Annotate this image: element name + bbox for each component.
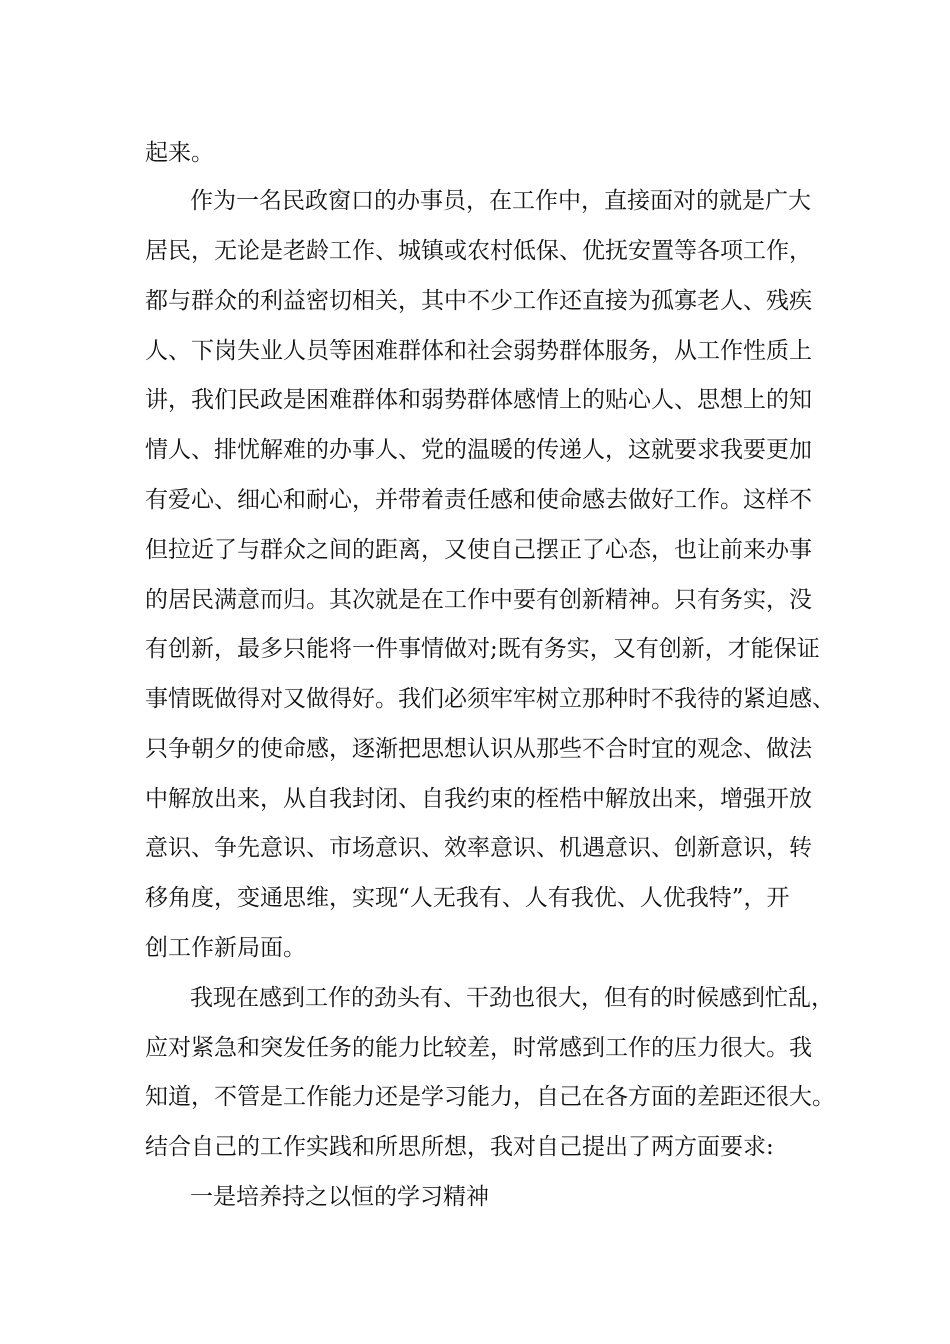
text-line: 都与群众的利益密切相关，其中不少工作还直接为孤寡老人、残疾 xyxy=(145,288,812,314)
text-line: 的居民满意而归。其次就是在工作中要有创新精神。只有务实，没 xyxy=(145,587,812,613)
paragraph-first-line: 作为一名民政窗口的办事员，在工作中，直接面对的就是广大 xyxy=(190,188,811,214)
text-line: 意识、争先意识、市场意识、效率意识、机遇意识、创新意识，转 xyxy=(145,835,812,861)
text-line: 但拉近了与群众之间的距离，又使自己摆正了心态，也让前来办事 xyxy=(145,537,812,563)
section-heading: 一是培养持之以恒的学习精神 xyxy=(190,1184,489,1210)
text-line: 有创新，最多只能将一件事情做对;既有务实，又有创新，才能保证 xyxy=(145,636,820,662)
text-line: 应对紧急和突发任务的能力比较差，时常感到工作的压力很大。我 xyxy=(145,1035,812,1061)
text-line: 人、下岗失业人员等困难群体和社会弱势群体服务，从工作性质上 xyxy=(145,338,812,364)
text-line: 只争朝夕的使命感，逐渐把思想认识从那些不合时宜的观念、做法 xyxy=(145,736,812,762)
text-line: 事情既做得对又做得好。我们必须牢牢树立那种时不我待的紧迫感、 xyxy=(145,686,835,712)
text-line: 移角度，变通思维，实现“人无我有、人有我优、人优我特”，开 xyxy=(145,885,790,911)
text-line: 情人、排忧解难的办事人、党的温暖的传递人，这就要求我要更加 xyxy=(145,437,812,463)
text-line: 知道，不管是工作能力还是学习能力，自己在各方面的差距还很大。 xyxy=(145,1084,835,1110)
text-line: 中解放出来，从自我封闭、自我约束的桎梏中解放出来，增强开放 xyxy=(145,786,812,812)
text-line: 讲，我们民政是困难群体和弱势群体感情上的贴心人、思想上的知 xyxy=(145,387,812,413)
text-line: 创工作新局面。 xyxy=(145,935,306,961)
text-line: 起来。 xyxy=(145,140,214,166)
text-line: 结合自己的工作实践和所思所想，我对自己提出了两方面要求: xyxy=(145,1134,774,1160)
text-line: 居民，无论是老龄工作、城镇或农村低保、优抚安置等各项工作， xyxy=(145,238,812,264)
text-line: 有爱心、细心和耐心，并带着责任感和使命感去做好工作。这样不 xyxy=(145,487,812,513)
paragraph-first-line: 我现在感到工作的劲头有、干劲也很大，但有的时候感到忙乱， xyxy=(190,985,834,1011)
